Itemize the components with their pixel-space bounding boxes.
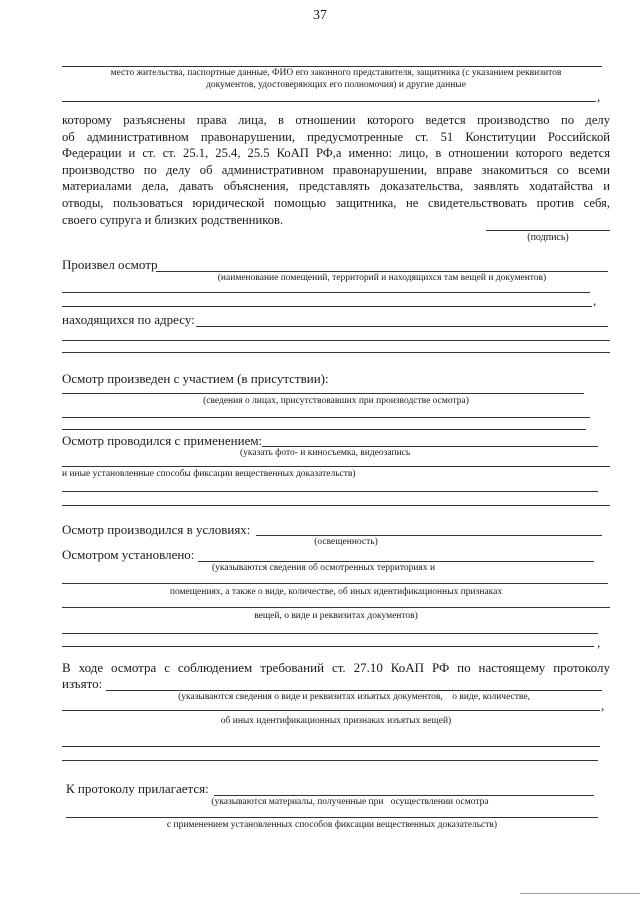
participants-fill-line-3[interactable] (62, 429, 586, 430)
established-label: Осмотром установлено: (62, 547, 195, 562)
means-fill-line-2[interactable] (62, 466, 610, 467)
participants-label: Осмотр произведен с участием (в присутствии): (62, 371, 329, 386)
participants-fill-line[interactable] (62, 393, 584, 394)
means-caption-2: и иные установленные способы фиксации вещественных доказательств) (62, 469, 356, 479)
address-fill-line-2[interactable] (62, 340, 610, 341)
established-fill-line-5[interactable] (62, 646, 594, 647)
established-caption-2: помещениях, а также о виде, количестве, об иных идентификационных признаках (169, 587, 503, 597)
inspected-label: Произвел осмотр (62, 257, 158, 272)
conditions-fill-line[interactable] (256, 535, 602, 536)
inspected-fill-line-3[interactable] (62, 306, 592, 307)
rights-paragraph (62, 112, 610, 228)
header-fill-line[interactable] (62, 66, 602, 67)
rights-line: Федерации и ст. ст. 25.1, 25.4, 25.5 КоАП РФ,а именно: лицо, в отношении которого ведется (62, 146, 610, 161)
established-caption-3: вещей, о виде и реквизитах документов) (254, 611, 418, 621)
seized-fill-line-4[interactable] (62, 760, 598, 761)
attached-caption-1: (указываются материалы, полученные при осуществлении осмотра (211, 797, 489, 807)
attached-caption-2: с применением установленных способов фиксации вещественных доказательств) (166, 820, 498, 830)
inspected-fill-line-2[interactable] (62, 292, 590, 293)
seized-line-comma: , (601, 698, 605, 713)
attached-fill-line-2[interactable] (66, 817, 598, 818)
participants-fill-line-2[interactable] (62, 417, 590, 418)
address-label: находящихся по адресу: (62, 312, 195, 327)
means-fill-line[interactable] (262, 446, 598, 447)
seized-fill-line[interactable] (106, 690, 602, 691)
seized-label: изъято: (62, 676, 103, 691)
seized-caption-2: об иных идентификационных признаках изъятых вещей) (220, 716, 452, 726)
established-line-comma: , (597, 635, 601, 650)
seized-fill-line-2[interactable] (62, 710, 600, 711)
means-fill-line-3[interactable] (62, 491, 598, 492)
rights-line: об административном правонарушении, предусмотренные ст. 51 Конституции Российской (62, 129, 610, 144)
header-line-comma: , (597, 89, 601, 104)
participants-caption: (сведения о лицах, присутствовавших при производстве осмотра) (203, 396, 469, 406)
seized-requirements-text: В ходе осмотра с соблюдением требований ст. 27.10 КоАП РФ по настоящему протоколу (62, 660, 610, 675)
rights-line: материалами дела, давать объяснения, представлять доказательства, заявлять ходатайства и (62, 179, 610, 194)
rights-line: отводы, пользоваться юридической помощью защитника, не свидетельствовать против себя, (62, 195, 610, 210)
page-edge-rule (520, 893, 640, 894)
seized-fill-line-3[interactable] (62, 746, 600, 747)
inspected-caption: (наименование помещений, территорий и находящихся там вещей и документов) (217, 273, 547, 283)
inspected-fill-line[interactable] (156, 271, 608, 272)
rights-line: производство по делу об административном правонарушении, вправе знакомиться со всеми (62, 162, 610, 177)
address-fill-line-3[interactable] (62, 352, 610, 353)
signature-line[interactable] (486, 230, 610, 231)
rights-line: которому разъяснены права лица, в отношении которого ведется производство по делу (62, 113, 610, 127)
conditions-label: Осмотр производился в условиях: (62, 522, 251, 537)
seized-caption-1: (указываются сведения о виде и реквизитах изъятых документов, о виде, количестве, (178, 692, 530, 702)
header-fill-line-2[interactable] (62, 101, 596, 102)
established-fill-line[interactable] (198, 561, 594, 562)
established-fill-line-2[interactable] (62, 583, 608, 584)
page-number: 37 (313, 8, 327, 23)
means-label: Осмотр проводился с применением: (62, 433, 263, 448)
means-caption-1: (указать фото- и киносъемка, видеозапись (240, 448, 411, 458)
signature-caption: (подпись) (527, 232, 569, 243)
header-caption-line2: документов, удостоверяющих его полномочия) и другие данные (206, 80, 466, 90)
attached-label: К протоколу прилагается: (66, 781, 209, 796)
rights-line: своего супруга и близких родственников. (62, 212, 284, 227)
address-fill-line[interactable] (196, 326, 608, 327)
inspected-line-comma: , (593, 293, 597, 308)
conditions-caption: (освещенность) (314, 537, 378, 547)
attached-fill-line[interactable] (214, 795, 594, 796)
established-fill-line-4[interactable] (62, 633, 598, 634)
means-fill-line-4[interactable] (62, 505, 610, 506)
header-caption-line1: место жительства, паспортные данные, ФИО его законного представителя, защитника (с указанием реквизитов (110, 68, 562, 78)
established-caption-1: (указываются сведения об осмотренных территориях и (212, 563, 436, 573)
established-fill-line-3[interactable] (62, 607, 610, 608)
